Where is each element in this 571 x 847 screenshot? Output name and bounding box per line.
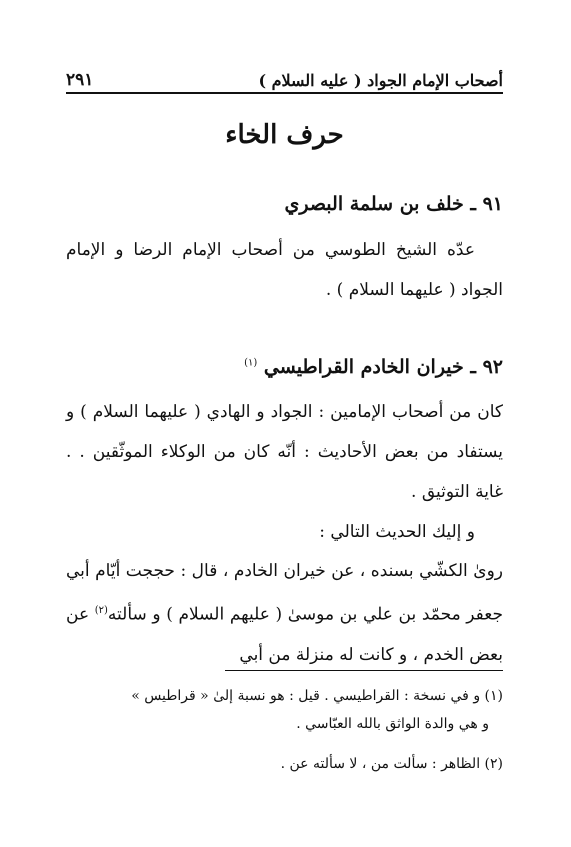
running-title: أصحاب الإمام الجواد ( عليه السلام ) xyxy=(258,71,503,90)
page-number: ٢٩١ xyxy=(66,70,94,90)
entry-heading-91: ٩١ ـ خلف بن سلمة البصري xyxy=(284,193,503,215)
footnote-separator xyxy=(225,670,503,671)
running-header xyxy=(66,64,503,90)
hadith-text-before-note: روىٰ الكشّي بسنده ، عن خيران الخادم ، قال : حججت أيّام أبي جعفر محمّد بن علي بن موسىٰ ( عليهم السلام ) و سألته xyxy=(66,561,503,625)
entry-92-paragraph-2: و إليك الحديث التالي : xyxy=(319,522,475,542)
footnote-marker-2: (٢) xyxy=(94,605,108,616)
entry-92-hadith xyxy=(66,551,503,675)
footnote-1-line-2: و هي والدة الواثق بالله العبّاسي . xyxy=(296,716,489,732)
entry-92-paragraph-1: كان من أصحاب الإمامين : الجواد و الهادي ( عليهما السلام ) و يستفاد من بعض الأحاديث : أنّه كان من الوكلاء الموثّقين . . غاية التوثيق . xyxy=(66,402,503,502)
footnote-2-line-1: (٢) الظاهر : سألت من ، لا سألته عن . xyxy=(280,756,503,772)
footnote-1-line-1: (١) و في نسخة : القراطيسي . قيل : هو نسبة إلىٰ « قراطيس » xyxy=(131,688,503,704)
footnote-2 xyxy=(66,750,503,778)
header-rule xyxy=(66,92,503,94)
hadith-text-after-note: عن بعض الخدم ، و كانت له منزلة من أبي xyxy=(66,604,503,665)
entry-heading-92 xyxy=(66,356,503,378)
footnote-1 xyxy=(66,682,503,738)
footnote-marker-1: (١) xyxy=(244,357,258,369)
entry-heading-92-text: ٩٢ ـ خيران الخادم القراطيسي xyxy=(263,356,503,378)
section-title: حرف الخاء xyxy=(225,120,344,150)
entry-91-paragraph: عدّه الشيخ الطوسي من أصحاب الإمام الرضا و الإمام الجواد ( عليهما السلام ) . xyxy=(66,240,503,300)
